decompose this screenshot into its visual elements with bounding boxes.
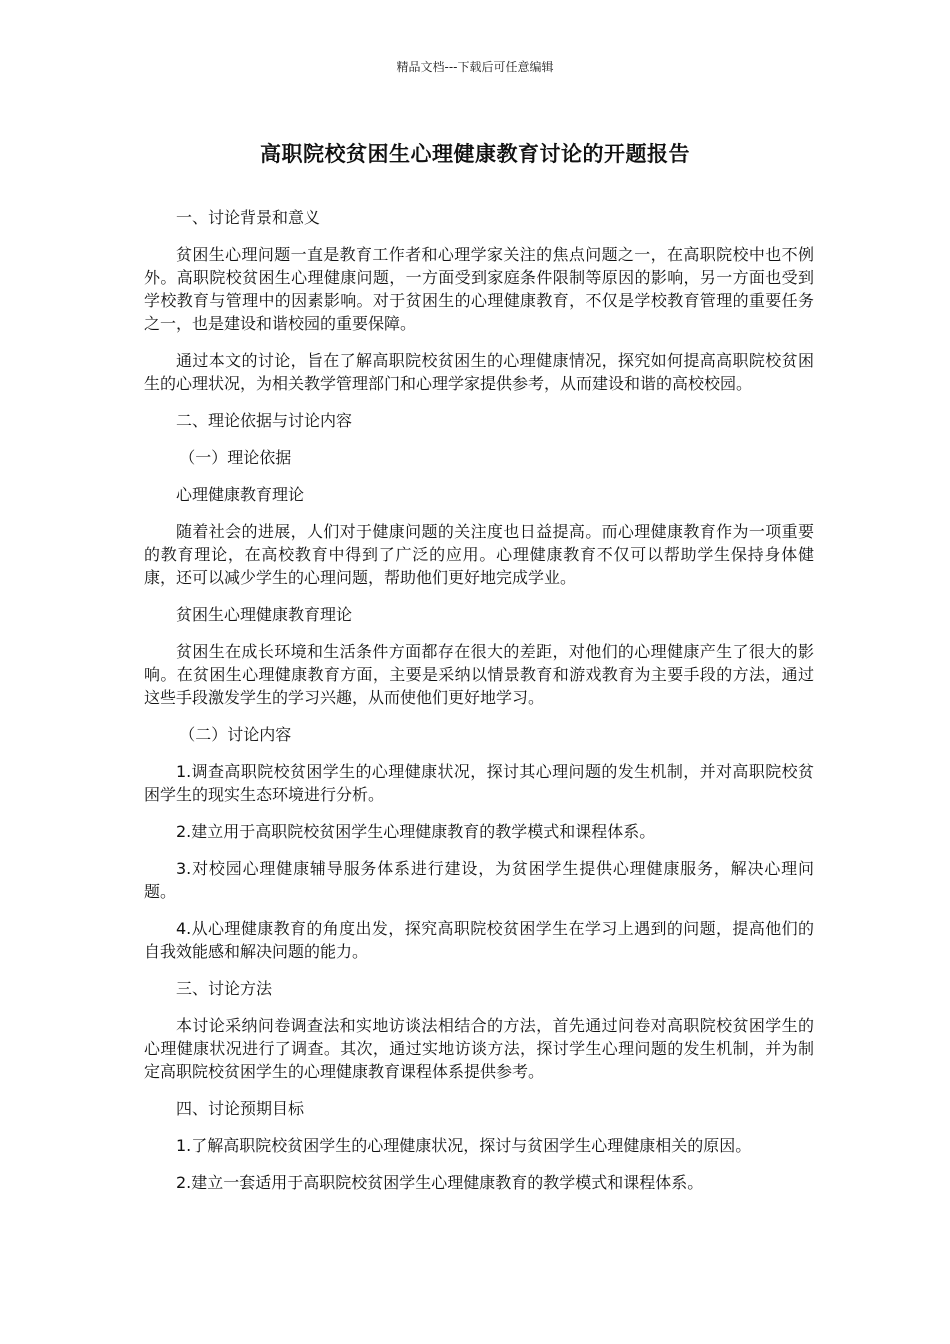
section-heading: 三、讨论方法 — [176, 979, 273, 998]
document-body — [144, 206, 814, 1208]
section-heading: 四、讨论预期目标 — [176, 1099, 305, 1118]
topic-heading: 心理健康教育理论 — [176, 485, 305, 504]
paragraph: 本讨论采纳问卷调查法和实地访谈法相结合的方法，首先通过问卷对高职院校贫困学生的心理健康状况进行了调查。其次，通过实地访谈方法，探讨学生心理问题的发生机制，并为制定高职院校贫困学生的心理健康教育课程体系提供参考。 — [144, 1016, 814, 1081]
document-title: 高职院校贫困生心理健康教育讨论的开题报告 — [260, 142, 690, 166]
header-note: 精品文档---下载后可任意编辑 — [396, 60, 554, 74]
subsection-heading: （一）理论依据 — [179, 448, 292, 467]
list-item: 1.调查高职院校贫困学生的心理健康状况，探讨其心理问题的发生机制，并对高职院校贫困学生的现实生态环境进行分析。 — [144, 762, 814, 804]
section-heading: 二、理论依据与讨论内容 — [176, 411, 353, 430]
paragraph: 通过本文的讨论，旨在了解高职院校贫困生的心理健康情况，探究如何提高高职院校贫困生的心理状况，为相关教学管理部门和心理学家提供参考，从而建设和谐的高校校园。 — [144, 351, 814, 393]
list-item: 4.从心理健康教育的角度出发，探究高职院校贫困学生在学习上遇到的问题，提高他们的自我效能感和解决问题的能力。 — [144, 919, 814, 961]
list-item: 3.对校园心理健康辅导服务体系进行建设，为贫困学生提供心理健康服务，解决心理问题。 — [144, 859, 814, 901]
list-item: 2.建立用于高职院校贫困学生心理健康教育的教学模式和课程体系。 — [176, 822, 656, 841]
list-item: 1.了解高职院校贫困学生的心理健康状况，探讨与贫困学生心理健康相关的原因。 — [176, 1136, 752, 1155]
list-item: 2.建立一套适用于高职院校贫困学生心理健康教育的教学模式和课程体系。 — [176, 1173, 704, 1192]
paragraph: 随着社会的进展，人们对于健康问题的关注度也日益提高。而心理健康教育作为一项重要的教育理论，在高校教育中得到了广泛的应用。心理健康教育不仅可以帮助学生保持身体健康，还可以减少学生的心理问题，帮助他们更好地完成学业。 — [144, 522, 814, 587]
paragraph: 贫困生在成长环境和生活条件方面都存在很大的差距，对他们的心理健康产生了很大的影响。在贫困生心理健康教育方面，主要是采纳以情景教育和游戏教育为主要手段的方法，通过这些手段激发学生的学习兴趣，从而使他们更好地学习。 — [144, 642, 814, 707]
subsection-heading: （二）讨论内容 — [179, 725, 292, 744]
section-heading: 一、讨论背景和意义 — [176, 208, 321, 227]
topic-heading: 贫困生心理健康教育理论 — [176, 605, 353, 624]
paragraph: 贫困生心理问题一直是教育工作者和心理学家关注的焦点问题之一，在高职院校中也不例外。高职院校贫困生心理健康问题，一方面受到家庭条件限制等原因的影响，另一方面也受到学校教育与管理中的因素影响。对于贫困生的心理健康教育，不仅是学校教育管理的重要任务之一，也是建设和谐校园的重要保障。 — [144, 245, 814, 333]
